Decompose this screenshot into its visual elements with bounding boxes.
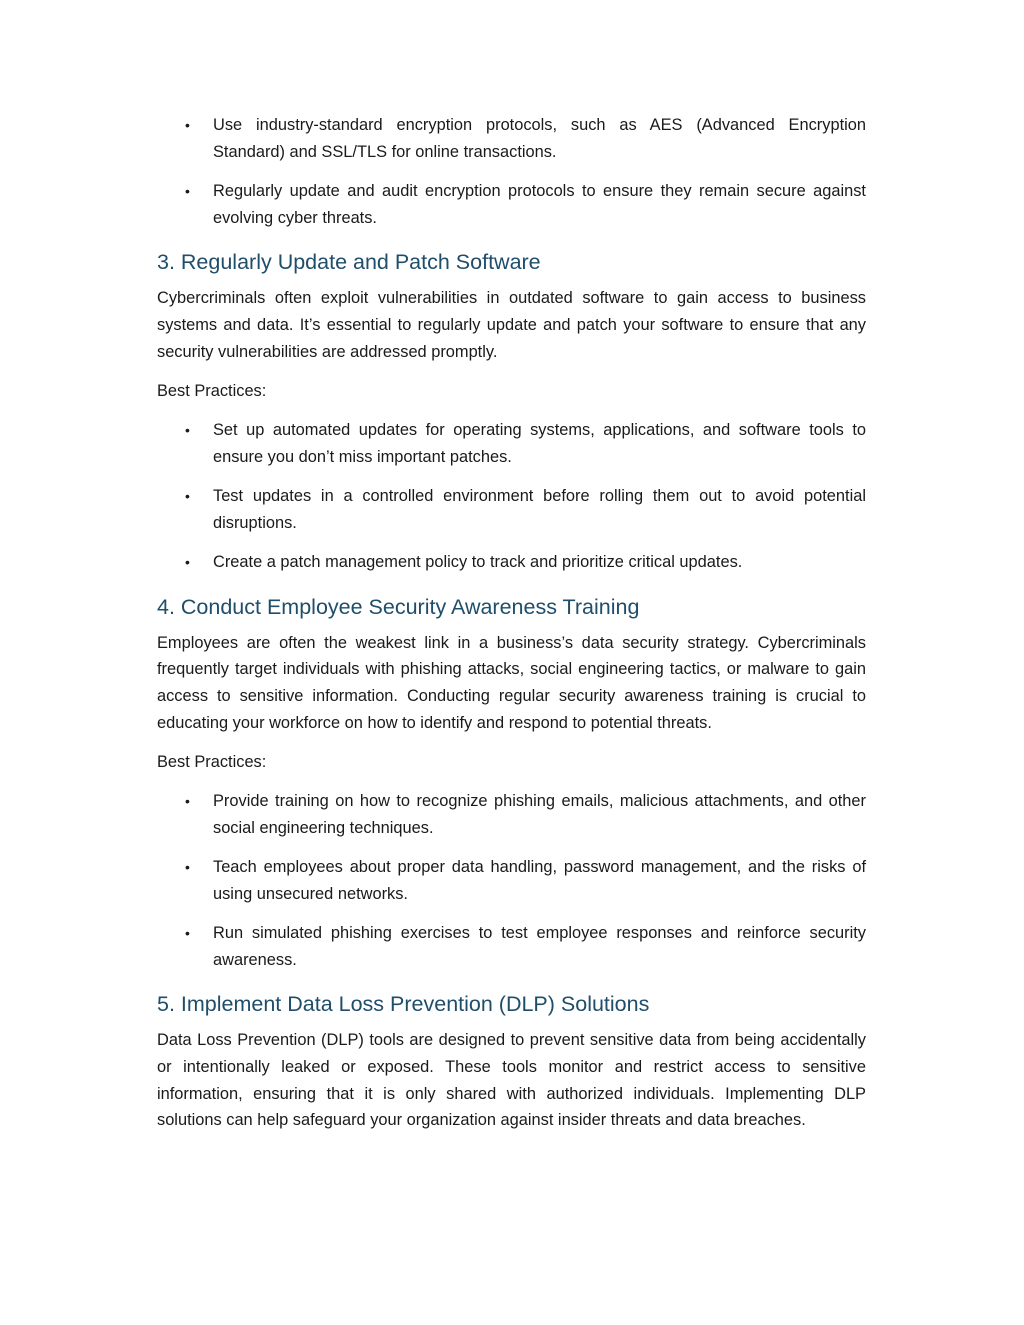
list-item-text: Create a patch management policy to track and prioritize critical updates. bbox=[213, 552, 743, 571]
section-4-heading: 4. Conduct Employee Security Awareness Training bbox=[157, 594, 640, 619]
section-3-heading: 3. Regularly Update and Patch Software bbox=[157, 250, 541, 275]
section-5-paragraph: Data Loss Prevention (DLP) tools are designed to prevent sensitive data from being accidentally or intentionally leaked or exposed. These tools monitor and restrict access to sensitive information, ensuring that it is only shared with authorized individuals. Implementing DLP solutions can help safeguard your organization against insider threats and data breaches. bbox=[157, 1031, 866, 1130]
bullet-icon: • bbox=[185, 488, 190, 505]
section-3-bullet-list bbox=[157, 417, 866, 576]
section-3-best-practices-label: Best Practices: bbox=[157, 381, 267, 400]
list-item-text: Test updates in a controlled environment before rolling them out to avoid potential disruptions. bbox=[213, 487, 866, 532]
list-item bbox=[157, 178, 866, 231]
list-item-text: Run simulated phishing exercises to test employee responses and reinforce security awareness. bbox=[213, 923, 866, 969]
bullet-icon: • bbox=[185, 553, 190, 570]
section-3-paragraph: Cybercriminals often exploit vulnerabilities in outdated software to gain access to business systems and data. It’s essential to regularly update and patch your software to ensure that any security vulnerabilities are addressed promptly. bbox=[157, 289, 866, 361]
bullet-icon: • bbox=[185, 182, 190, 199]
bullet-icon: • bbox=[185, 422, 190, 439]
encryption-bullet-list bbox=[157, 112, 866, 231]
list-item bbox=[157, 788, 866, 841]
list-item bbox=[157, 549, 866, 576]
bullet-icon: • bbox=[185, 859, 190, 876]
list-item bbox=[157, 854, 866, 907]
list-item bbox=[157, 112, 866, 165]
list-item bbox=[157, 483, 866, 536]
list-item-text: Teach employees about proper data handling, password management, and the risks of using unsecured networks. bbox=[213, 858, 866, 903]
list-item bbox=[157, 417, 866, 470]
section-4-paragraph: Employees are often the weakest link in a business’s data security strategy. Cybercriminals frequently target individuals with phishing attacks, social engineering tactics, or malware to gain access to sensitive information. Conducting regular security awareness training is crucial to educating your workforce on how to identify and respond to potential threats. bbox=[157, 633, 866, 732]
section-4-bullet-list bbox=[157, 788, 866, 973]
bullet-icon: • bbox=[185, 924, 190, 941]
bullet-icon: • bbox=[185, 117, 190, 133]
section-4-best-practices-label: Best Practices: bbox=[157, 752, 267, 771]
list-item-text: Provide training on how to recognize phishing emails, malicious attachments, and other social engineering techniques. bbox=[213, 792, 866, 837]
list-item bbox=[157, 920, 866, 973]
bullet-icon: • bbox=[185, 793, 190, 810]
list-item-text: Use industry-standard encryption protocols, such as AES (Advanced Encryption Standard) and SSL/TLS for online transactions. bbox=[213, 116, 866, 161]
list-item-text: Set up automated updates for operating systems, applications, and software tools to ensure you don’t miss important patches. bbox=[213, 421, 866, 466]
list-item-text: Regularly update and audit encryption protocols to ensure they remain secure against evolving cyber threats. bbox=[213, 181, 866, 227]
section-5-heading: 5. Implement Data Loss Prevention (DLP) Solutions bbox=[157, 992, 650, 1017]
